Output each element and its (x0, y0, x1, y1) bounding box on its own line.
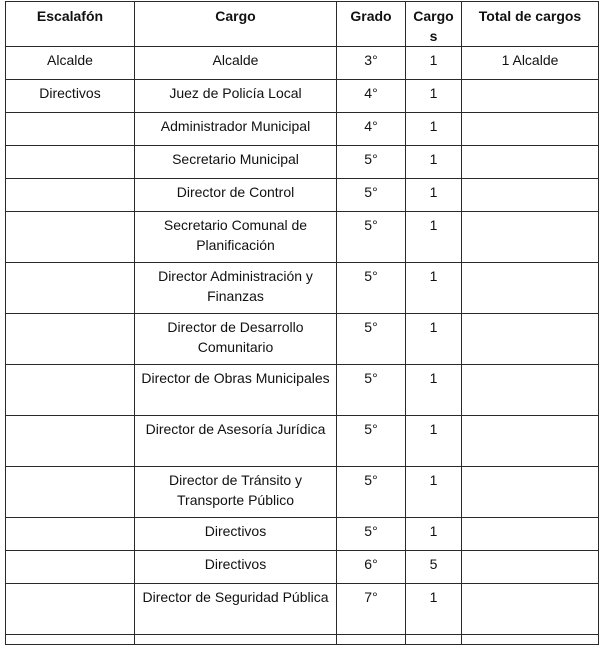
empty-cell (462, 635, 599, 645)
cell-cargos: 1 (406, 314, 462, 365)
cell-grado: 4° (337, 80, 406, 113)
cell-grado: 3° (337, 47, 406, 80)
cell-cargo: Directivos (135, 518, 337, 551)
table-row (6, 467, 599, 518)
cell-escalafon (6, 113, 135, 146)
table-row (6, 416, 599, 467)
cell-cargo: Director de Tránsito y Transporte Público (135, 467, 337, 518)
cell-escalafon: Alcalde (6, 47, 135, 80)
cell-escalafon (6, 365, 135, 416)
cell-total (462, 80, 599, 113)
cell-total (462, 518, 599, 551)
cell-cargos: 1 (406, 80, 462, 113)
table-row (6, 212, 599, 263)
table-row (6, 518, 599, 551)
cell-total (462, 365, 599, 416)
cell-grado: 5° (337, 146, 406, 179)
cell-total (462, 314, 599, 365)
cell-total (462, 179, 599, 212)
cell-grado: 5° (337, 467, 406, 518)
cell-grado: 7° (337, 584, 406, 635)
cell-cargos: 1 (406, 146, 462, 179)
cell-cargos: 1 (406, 584, 462, 635)
cell-cargo: Juez de Policía Local (135, 80, 337, 113)
cell-cargos: 1 (406, 518, 462, 551)
cell-total (462, 551, 599, 584)
cell-escalafon (6, 314, 135, 365)
cell-cargo: Director Administración y Finanzas (135, 263, 337, 314)
cell-cargo: Secretario Municipal (135, 146, 337, 179)
cell-grado: 5° (337, 263, 406, 314)
table-row (6, 113, 599, 146)
cell-cargos: 1 (406, 47, 462, 80)
cell-total (462, 416, 599, 467)
table-row (6, 551, 599, 584)
cell-total (462, 113, 599, 146)
cell-total (462, 263, 599, 314)
header-cargos: Cargos (406, 2, 462, 47)
table-row (6, 314, 599, 365)
cell-cargo: Administrador Municipal (135, 113, 337, 146)
empty-cell (406, 635, 462, 645)
table-row (6, 365, 599, 416)
table-row (6, 80, 599, 113)
cell-grado: 5° (337, 365, 406, 416)
table-row (6, 179, 599, 212)
cell-cargo: Director de Control (135, 179, 337, 212)
cell-escalafon (6, 263, 135, 314)
empty-cell (337, 635, 406, 645)
cell-escalafon: Directivos (6, 80, 135, 113)
cell-escalafon (6, 416, 135, 467)
cell-cargo: Director de Asesoría Jurídica (135, 416, 337, 467)
cell-escalafon (6, 467, 135, 518)
cell-total: 1 Alcalde (462, 47, 599, 80)
table-header-row (6, 2, 599, 47)
cell-escalafon (6, 212, 135, 263)
cell-grado: 5° (337, 314, 406, 365)
cell-cargo: Alcalde (135, 47, 337, 80)
cell-escalafon (6, 518, 135, 551)
cell-cargo: Director de Seguridad Pública (135, 584, 337, 635)
cell-cargo: Secretario Comunal de Planificación (135, 212, 337, 263)
cell-grado: 5° (337, 416, 406, 467)
header-total-de-cargos: Total de cargos (462, 2, 599, 47)
empty-cell (135, 635, 337, 645)
cell-escalafon (6, 146, 135, 179)
cell-cargos: 5 (406, 551, 462, 584)
cell-grado: 4° (337, 113, 406, 146)
table-row (6, 584, 599, 635)
cell-grado: 6° (337, 551, 406, 584)
table-row (6, 263, 599, 314)
cell-cargos: 1 (406, 263, 462, 314)
cell-grado: 5° (337, 212, 406, 263)
cell-total (462, 467, 599, 518)
cell-cargos: 1 (406, 212, 462, 263)
table-row (6, 47, 599, 80)
cell-cargo: Director de Obras Municipales (135, 365, 337, 416)
cell-grado: 5° (337, 518, 406, 551)
table-row-partial (6, 635, 599, 645)
header-cargo: Cargo (135, 2, 337, 47)
table-row (6, 146, 599, 179)
cell-cargos: 1 (406, 365, 462, 416)
header-escalafon: Escalafón (6, 2, 135, 47)
cell-cargo: Directivos (135, 551, 337, 584)
staff-table (5, 1, 599, 645)
cell-cargos: 1 (406, 467, 462, 518)
cell-escalafon (6, 179, 135, 212)
empty-cell (6, 635, 135, 645)
header-grado: Grado (337, 2, 406, 47)
cell-total (462, 212, 599, 263)
cell-total (462, 584, 599, 635)
cell-escalafon (6, 551, 135, 584)
cell-cargos: 1 (406, 179, 462, 212)
cell-grado: 5° (337, 179, 406, 212)
cell-cargos: 1 (406, 416, 462, 467)
cell-cargo: Director de Desarrollo Comunitario (135, 314, 337, 365)
cell-escalafon (6, 584, 135, 635)
cell-total (462, 146, 599, 179)
cell-cargos: 1 (406, 113, 462, 146)
